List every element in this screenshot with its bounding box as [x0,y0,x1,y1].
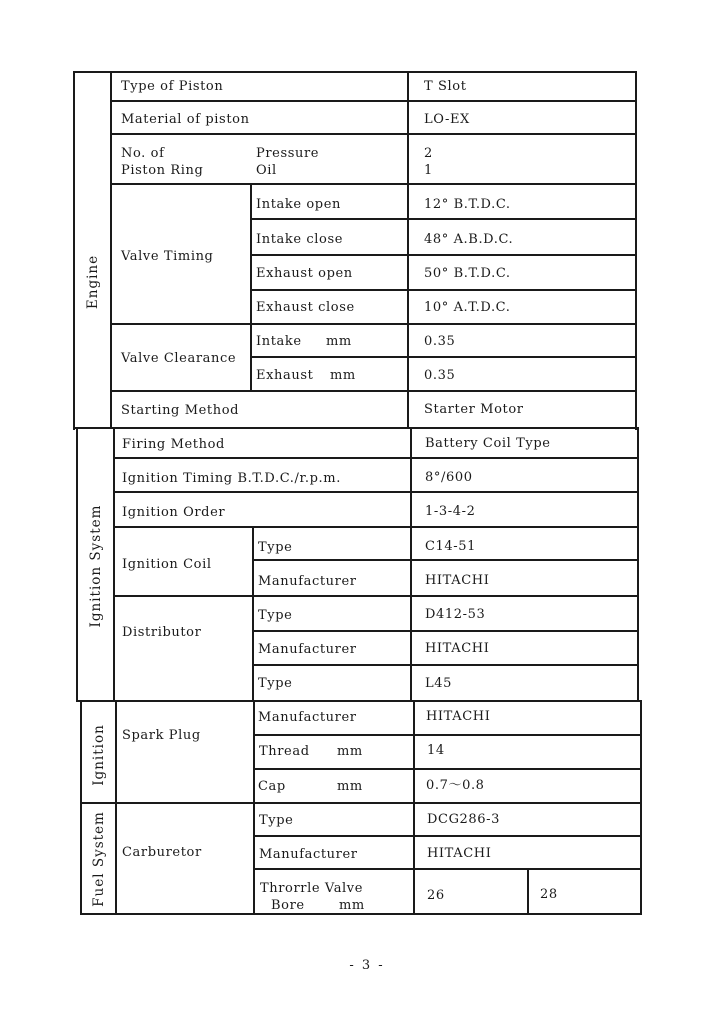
table-right-border-lower [640,700,642,915]
section-divider-engine [73,427,639,429]
section-label-fuel-system: Fuel System [91,811,107,907]
distributor-row-label: Manufacturer [258,642,357,657]
row-line [253,768,642,770]
row-line [252,559,639,561]
material-of-piston-value: LO-EX [424,112,470,127]
valve-clearance-row-value: 0.35 [424,368,456,383]
ignition-coil-row-label: Type [258,540,293,555]
row-line [250,218,637,220]
carburetor-manufacturer-label: Manufacturer [259,847,358,862]
row-line [110,133,637,135]
row-line [250,289,637,291]
valve-timing-row-label: Exhaust open [256,266,353,281]
spark-plug-label: Spark Plug [122,728,201,743]
throttle-value-1: 26 [427,888,445,903]
piston-ring-label-line1: No. of [121,146,165,161]
distributor-row-label: Type [258,676,293,691]
distributor-row-value: L45 [425,676,452,691]
valve-clearance-row-unit: mm [330,368,356,383]
ignition-order-value: 1-3-4-2 [425,504,476,519]
sublabel-col-line-3 [253,700,255,915]
row-line [110,390,637,392]
table-right-border-upper [635,71,637,430]
piston-ring-label-line2: Piston Ring [121,163,204,178]
row-line [252,630,639,632]
page-number: - 3 - [349,958,385,973]
throttle-value-2: 28 [540,887,558,902]
table-left-border-lower [80,700,82,915]
row-line [253,734,642,736]
section-label-engine: Engine [85,254,101,310]
distributor-row-label: Type [258,608,293,623]
spark-plug-row-value: 14 [427,743,445,758]
distributor-row-value: HITACHI [425,641,490,656]
row-line [253,835,642,837]
row-line [113,526,639,528]
row-line [253,868,642,870]
throttle-unit: mm [339,898,365,913]
valve-timing-row-label: Exhaust close [256,300,355,315]
sublabel-col-line-1 [250,184,252,391]
valve-timing-row-label: Intake open [256,197,341,212]
section-col-line-1 [110,71,112,429]
section-col-line-3 [115,700,117,915]
spark-plug-row-label: Manufacturer [258,710,357,725]
carburetor-type-value: DCG286-3 [427,812,501,827]
carburetor-manufacturer-value: HITACHI [427,846,492,861]
table-right-border-mid [637,428,639,702]
piston-ring-oil-label: Oil [256,163,277,178]
section-label-ignition: Ignition [91,724,107,786]
ignition-timing-value: 8°/600 [425,470,473,485]
distributor-row-value: D412-53 [425,607,486,622]
type-of-piston-label: Type of Piston [121,79,224,94]
carburetor-label: Carburetor [122,845,202,860]
row-line [110,183,637,185]
piston-ring-pressure-value: 2 [424,146,433,161]
valve-clearance-label: Valve Clearance [121,351,237,366]
valve-timing-row-value: 50° B.T.D.C. [424,266,511,281]
section-label-ignition-system: Ignition System [88,504,104,628]
ignition-order-label: Ignition Order [122,505,226,520]
throttle-label-line2: Bore [271,898,305,913]
spark-plug-row-label: Cap [258,779,286,794]
ignition-coil-row-label: Manufacturer [258,574,357,589]
starting-method-label: Starting Method [121,403,240,418]
firing-method-label: Firing Method [122,437,225,452]
table-left-border-upper [73,71,75,430]
ignition-coil-row-value: HITACHI [425,573,490,588]
throttle-split-line [527,868,529,914]
valve-clearance-row-label: Intake [256,334,302,349]
ignition-coil-row-value: C14-51 [425,539,477,554]
row-line [110,323,637,325]
sublabel-col-line-2 [252,527,254,702]
valve-timing-row-value: 48° A.B.D.C. [424,232,514,247]
table-top-border [73,71,637,73]
spark-plug-row-unit: mm [337,779,363,794]
ignition-timing-label: Ignition Timing B.T.D.C./r.p.m. [122,471,341,486]
spark-plug-row-value: HITACHI [426,709,491,724]
value-col-line-1 [407,71,409,429]
row-line [252,664,639,666]
firing-method-value: Battery Coil Type [425,436,551,451]
row-line [250,356,637,358]
table-left-border-mid [76,428,78,702]
distributor-label: Distributor [122,625,202,640]
spark-plug-row-value: 0.7～0.8 [426,778,485,793]
type-of-piston-value: T Slot [424,79,467,94]
piston-ring-oil-value: 1 [424,163,433,178]
valve-timing-label: Valve Timing [121,249,214,264]
valve-clearance-row-label: Exhaust [256,368,314,383]
row-line [113,457,639,459]
valve-timing-row-label: Intake close [256,232,344,247]
row-line [113,595,639,597]
section-divider-ignition-system [76,700,642,702]
section-col-line-2 [113,428,115,702]
row-line [250,254,637,256]
row-line [110,100,637,102]
ignition-coil-label: Ignition Coil [122,557,212,572]
value-col-line-2 [410,428,412,702]
valve-timing-row-value: 10° A.T.D.C. [424,300,511,315]
valve-clearance-row-value: 0.35 [424,334,456,349]
throttle-label-line1: Throrrle Valve [260,881,364,896]
section-divider-ignition [80,802,642,804]
spark-plug-row-unit: mm [337,744,363,759]
valve-clearance-row-unit: mm [326,334,352,349]
starting-method-value: Starter Motor [424,402,524,417]
spark-plug-row-label: Thread [259,744,310,759]
row-line [113,491,639,493]
value-col-line-3 [413,700,415,915]
piston-ring-pressure-label: Pressure [256,146,320,161]
material-of-piston-label: Material of piston [121,112,250,127]
carburetor-type-label: Type [259,813,294,828]
valve-timing-row-value: 12° B.T.D.C. [424,197,511,212]
